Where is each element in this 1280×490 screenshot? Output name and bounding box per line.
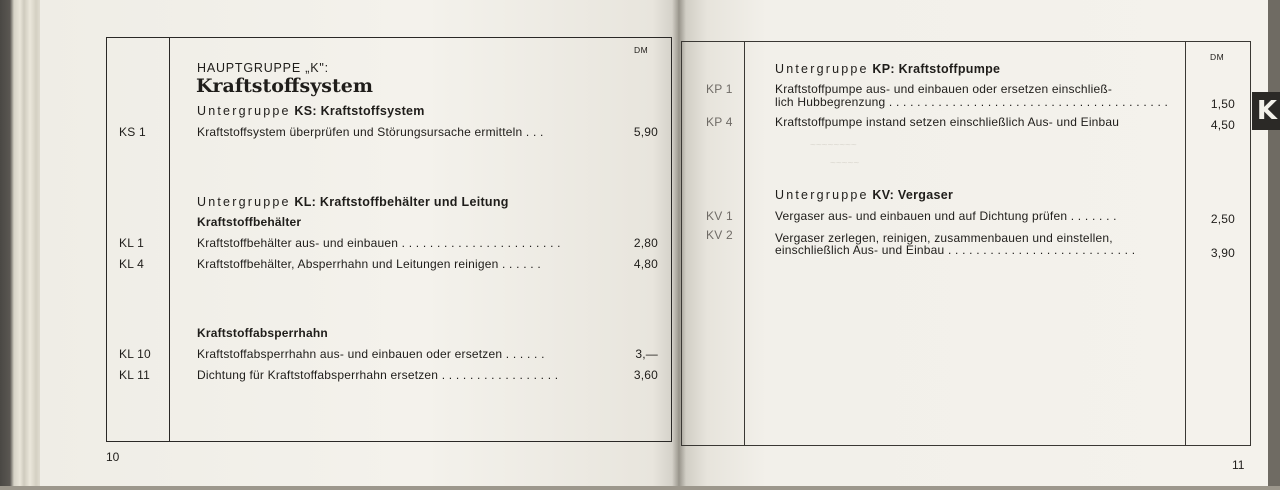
item-description-line2: einschließlich Aus- und Einbau . . . . . . . . . . . . . . . . . . . . . . . . . . .: [775, 243, 1136, 257]
item-price: 4,50: [1210, 118, 1235, 132]
subgroup-heading-ks: Untergruppe KS: Kraftstoffsystem: [197, 104, 425, 118]
item-price: 1,50: [1210, 97, 1235, 111]
subgroup-heading-kp: Untergruppe KP: Kraftstoffpumpe: [775, 62, 1001, 76]
sub-heading-kraftstoffabsperrhahn: Kraftstoffabsperrhahn: [197, 326, 328, 340]
right-code-divider: [744, 42, 745, 445]
item-description: Kraftstoffsystem überprüfen und Störungsursache ermitteln . . .: [197, 125, 544, 139]
item-description: Kraftstoffbehälter, Absperrhahn und Leitungen reinigen . . . . . .: [197, 257, 541, 271]
item-description: Vergaser aus- und einbauen und auf Dichtung prüfen . . . . . . .: [775, 209, 1117, 223]
item-description: Kraftstoffabsperrhahn aus- und einbauen oder ersetzen . . . . . .: [197, 347, 545, 361]
sub-heading-kraftstoffbehaelter: Kraftstoffbehälter: [197, 215, 302, 229]
item-code: KV 1: [706, 209, 733, 223]
show-through-text: ~~~~~: [830, 158, 860, 169]
left-code-divider: [169, 38, 170, 441]
page-number-right: 11: [1232, 458, 1245, 472]
subgroup-heading-kv: Untergruppe KV: Vergaser: [775, 188, 954, 202]
item-description: Kraftstoffbehälter aus- und einbauen . . . . . . . . . . . . . . . . . . . . . . .: [197, 236, 561, 250]
page-number-left: 10: [106, 450, 120, 464]
item-code: KL 1: [119, 236, 145, 250]
item-description: Kraftstoffpumpe instand setzen einschließlich Aus- und Einbau: [775, 115, 1120, 129]
item-code: KL 11: [119, 368, 151, 382]
item-price: 3,60: [633, 368, 658, 382]
item-code: KS 1: [119, 125, 146, 139]
item-code: KP 4: [706, 115, 733, 129]
item-price: 3,—: [635, 347, 658, 361]
item-price: 3,90: [1210, 246, 1235, 260]
item-description-line1: Kraftstoffpumpe aus- und einbauen oder ersetzen einschließ-: [775, 82, 1113, 96]
page-title: Kraftstoffsystem: [196, 75, 373, 97]
item-description: Dichtung für Kraftstoffabsperrhahn ersetzen . . . . . . . . . . . . . . . . .: [197, 368, 559, 382]
item-price: 2,50: [1210, 212, 1235, 226]
thumb-index-tab: K: [1252, 92, 1280, 130]
dm-column-header: DM: [634, 45, 649, 55]
item-code: KP 1: [706, 82, 733, 96]
item-code: KL 10: [119, 347, 151, 361]
show-through-text: ~~~~~~~~: [810, 140, 857, 151]
bottom-edge: [0, 486, 1280, 490]
dm-column-header: DM: [1210, 52, 1225, 62]
item-code: KL 4: [119, 257, 145, 271]
hauptgruppe-label: HAUPTGRUPPE „K":: [197, 61, 329, 75]
item-description-line2: lich Hubbegrenzung . . . . . . . . . . . . . . . . . . . . . . . . . . . . . . . . . . . . . . . .: [775, 95, 1169, 109]
item-price: 2,80: [633, 236, 658, 250]
item-description-line1: Vergaser zerlegen, reinigen, zusammenbauen und einstellen,: [775, 231, 1113, 245]
item-code: KV 2: [706, 228, 733, 242]
subgroup-heading-kl: Untergruppe KL: Kraftstoffbehälter und Leitung: [197, 195, 509, 209]
item-price: 4,80: [633, 257, 658, 271]
item-price: 5,90: [633, 125, 658, 139]
